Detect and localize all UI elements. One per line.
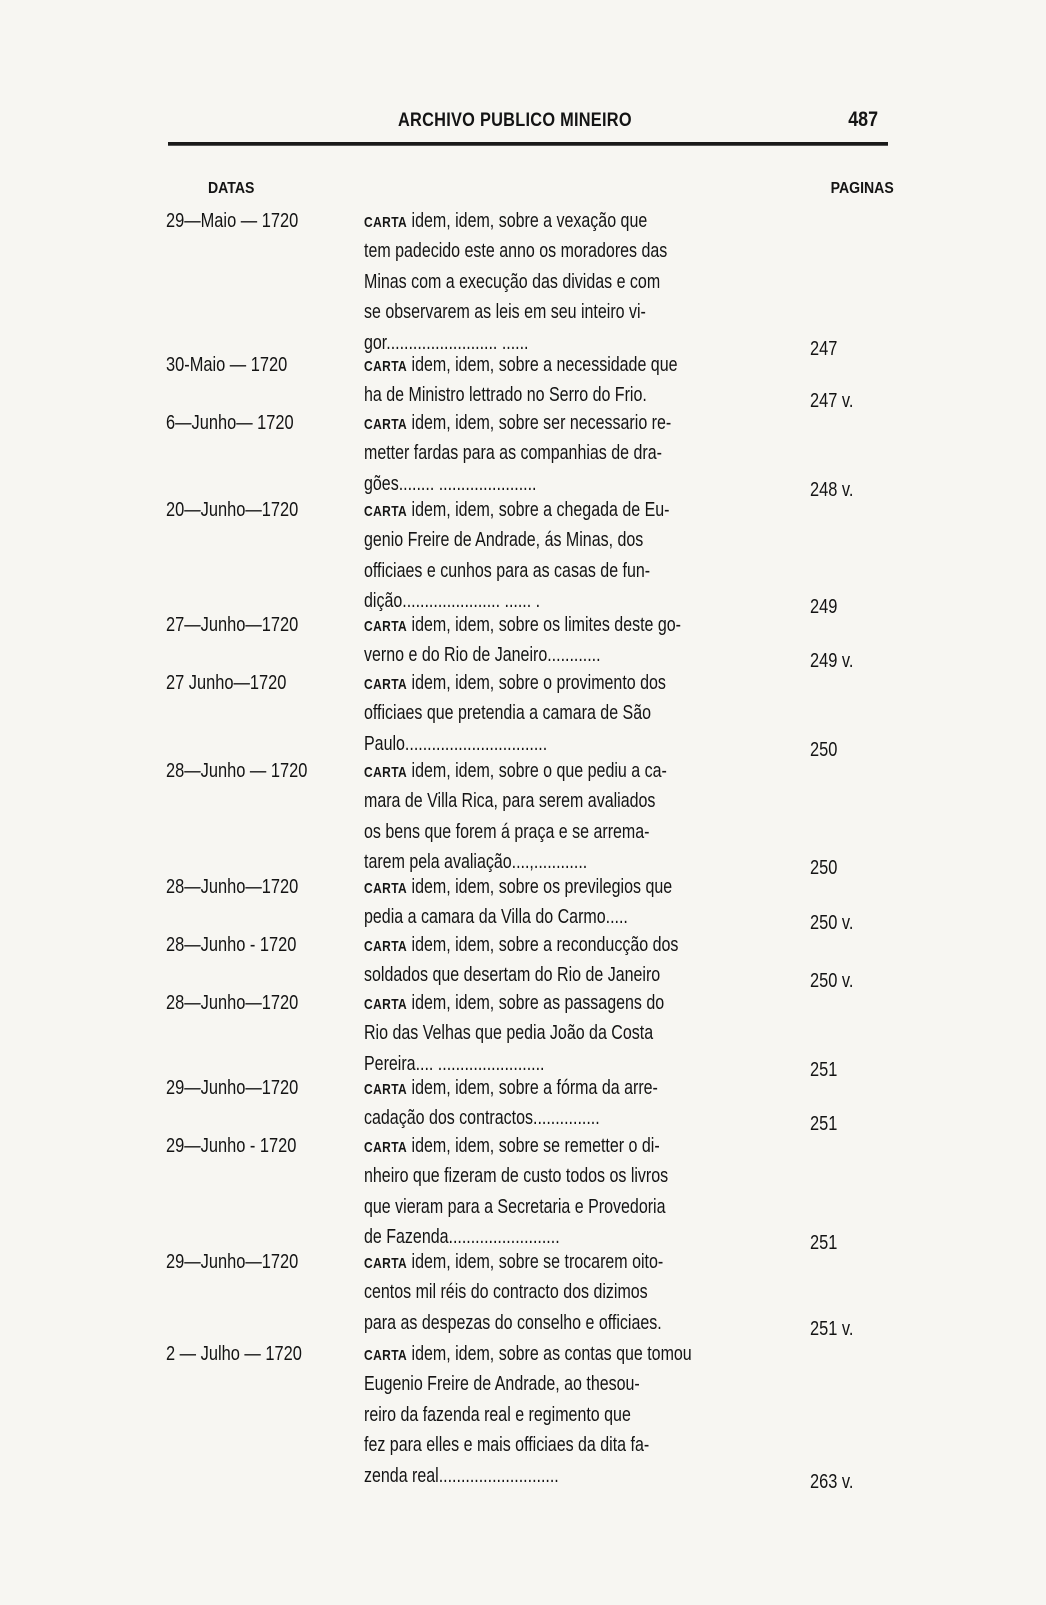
entry-date: 28—Junho - 1720 <box>166 934 297 956</box>
entry-line: CARTA idem, idem, sobre se trocarem oito- <box>364 1251 664 1273</box>
entry-date: 2 — Julho — 1720 <box>166 1343 302 1365</box>
entry-line: tem padecido este anno os moradores das <box>364 240 668 263</box>
entry-line: tarem pela avaliação....,............ <box>364 851 588 874</box>
entry-page-reference: 249 <box>810 596 838 619</box>
entry-date: 28—Junho—1720 <box>166 876 299 898</box>
carta-label: CARTA <box>364 503 408 520</box>
entry-line: metter fardas para as companhias de dra- <box>364 442 662 465</box>
entry-date: 30-Maio — 1720 <box>166 354 288 376</box>
entry-text <box>364 872 804 933</box>
entry-line: nheiro que fizeram de custo todos os livros <box>364 1165 669 1188</box>
entry-line: verno e do Rio de Janeiro............ <box>364 644 601 667</box>
entry-page-reference: 249 v. <box>810 650 854 673</box>
entry-line: Eugenio Freire de Andrade, ao thesou- <box>364 1373 640 1396</box>
entry-text <box>364 756 804 878</box>
entry-text <box>364 930 804 991</box>
entry-date: 6—Junho— 1720 <box>166 412 294 434</box>
carta-label: CARTA <box>364 996 408 1013</box>
entry-line: CARTA idem, idem, sobre o que pediu a ca- <box>364 760 667 782</box>
entry-line: gor......................... ...... <box>364 331 529 354</box>
entry-page-reference: 247 v. <box>810 390 854 413</box>
entry-line: CARTA idem, idem, sobre os limites deste go- <box>364 614 682 636</box>
entry-page-reference: 248 v. <box>810 478 854 501</box>
entry-line: os bens que forem á praça e se arrema- <box>364 820 650 843</box>
entry-line: pedia a camara da Villa do Carmo..... <box>364 906 628 929</box>
pages-column-heading: PAGINAS <box>830 180 894 197</box>
entry-line: ha de Ministro lettrado no Serro do Frio. <box>364 384 647 407</box>
entry-line: CARTA idem, idem, sobre a fórma da arre- <box>364 1077 658 1099</box>
entry-line: zenda real........................... <box>364 1464 559 1487</box>
entry-text <box>364 1247 804 1338</box>
entry-line: para as despezas do conselho e officiaes. <box>364 1311 662 1334</box>
carta-label: CARTA <box>364 938 408 955</box>
entry-line: de Fazenda......................... <box>364 1226 560 1249</box>
page-number: 487 <box>848 108 878 131</box>
entry-page-reference: 247 <box>810 337 838 360</box>
entry-line: CARTA idem, idem, sobre os previlegios que <box>364 876 673 898</box>
entry-page-reference: 250 <box>810 738 838 761</box>
entry-page-reference: 251 <box>810 1232 838 1255</box>
entry-page-reference: 250 v. <box>810 970 854 993</box>
entry-line: CARTA idem, idem, sobre a chegada de Eu- <box>364 499 670 521</box>
carta-label: CARTA <box>364 416 408 433</box>
entry-page-reference: 250 <box>810 857 838 880</box>
entry-line: CARTA idem, idem, sobre se remetter o di- <box>364 1135 660 1157</box>
carta-label: CARTA <box>364 214 408 231</box>
entry-text <box>364 610 804 671</box>
entry-date: 29—Junho - 1720 <box>166 1135 297 1157</box>
entry-page-reference: 263 v. <box>810 1470 854 1493</box>
carta-label: CARTA <box>364 880 408 897</box>
entry-line: fez para elles e mais officiaes da dita fa- <box>364 1434 650 1457</box>
entry-line: CARTA idem, idem, sobre a necessidade que <box>364 354 678 376</box>
entry-line: CARTA idem, idem, sobre a vexação que <box>364 210 648 232</box>
entry-date: 29—Junho—1720 <box>166 1077 299 1099</box>
entry-line: mara de Villa Rica, para serem avaliados <box>364 790 656 813</box>
entry-date: 27 Junho—1720 <box>166 672 287 694</box>
carta-label: CARTA <box>364 1347 408 1364</box>
carta-label: CARTA <box>364 1139 408 1156</box>
entry-line: que vieram para a Secretaria e Provedoria <box>364 1195 666 1218</box>
entry-text <box>364 206 804 358</box>
entry-date: 29—Junho—1720 <box>166 1251 299 1273</box>
carta-label: CARTA <box>364 764 408 781</box>
entry-date: 27—Junho—1720 <box>166 614 299 636</box>
entry-line: gões........ ...................... <box>364 472 537 495</box>
entry-line: CARTA idem, idem, sobre as passagens do <box>364 992 665 1014</box>
entry-text <box>364 988 804 1079</box>
entry-line: se observarem as leis em seu inteiro vi- <box>364 301 646 324</box>
running-header <box>168 106 888 140</box>
entry-text <box>364 408 804 499</box>
entry-line: reiro da fazenda real e regimento que <box>364 1403 631 1426</box>
dates-column-heading: DATAS <box>208 180 255 197</box>
entry-date: 28—Junho—1720 <box>166 992 299 1014</box>
entry-page-reference: 251 <box>810 1058 838 1081</box>
entry-date: 20—Junho—1720 <box>166 499 299 521</box>
entry-text <box>364 1131 804 1253</box>
entry-line: soldados que desertam do Rio de Janeiro <box>364 964 661 987</box>
entry-text <box>364 350 804 411</box>
entry-text <box>364 1073 804 1134</box>
entry-text <box>364 1339 804 1491</box>
header-rule <box>168 142 888 146</box>
entry-line: CARTA idem, idem, sobre o provimento dos <box>364 672 666 694</box>
entry-text <box>364 668 804 759</box>
entry-date: 28—Junho — 1720 <box>166 760 308 782</box>
entry-line: dição...................... ...... . <box>364 590 541 613</box>
entry-date: 29—Maio — 1720 <box>166 210 299 232</box>
entry-line: Minas com a execução das dividas e com <box>364 270 661 293</box>
carta-label: CARTA <box>364 358 408 375</box>
entry-line: CARTA idem, idem, sobre a reconducção dos <box>364 934 679 956</box>
entry-page-reference: 251 v. <box>810 1317 854 1340</box>
entry-line: Pereira.... ........................ <box>364 1052 545 1075</box>
entry-line: CARTA idem, idem, sobre ser necessario re- <box>364 412 672 434</box>
entry-line: CARTA idem, idem, sobre as contas que tomou <box>364 1343 692 1365</box>
entry-text <box>364 495 804 617</box>
entry-line: Rio das Velhas que pedia João da Costa <box>364 1022 654 1045</box>
carta-label: CARTA <box>364 618 408 635</box>
entry-line: officiaes que pretendia a camara de São <box>364 702 652 725</box>
entry-line: officiaes e cunhos para as casas de fun- <box>364 559 651 582</box>
entry-line: cadação dos contractos............... <box>364 1107 600 1130</box>
carta-label: CARTA <box>364 1255 408 1272</box>
entry-page-reference: 251 <box>810 1113 838 1136</box>
entry-page-reference: 250 v. <box>810 912 854 935</box>
entry-line: centos mil réis do contracto dos dizimos <box>364 1281 648 1304</box>
running-title: ARCHIVO PUBLICO MINEIRO <box>398 110 632 131</box>
entry-line: Paulo................................ <box>364 732 548 755</box>
carta-label: CARTA <box>364 1081 408 1098</box>
entry-line: genio Freire de Andrade, ás Minas, dos <box>364 529 644 552</box>
carta-label: CARTA <box>364 676 408 693</box>
